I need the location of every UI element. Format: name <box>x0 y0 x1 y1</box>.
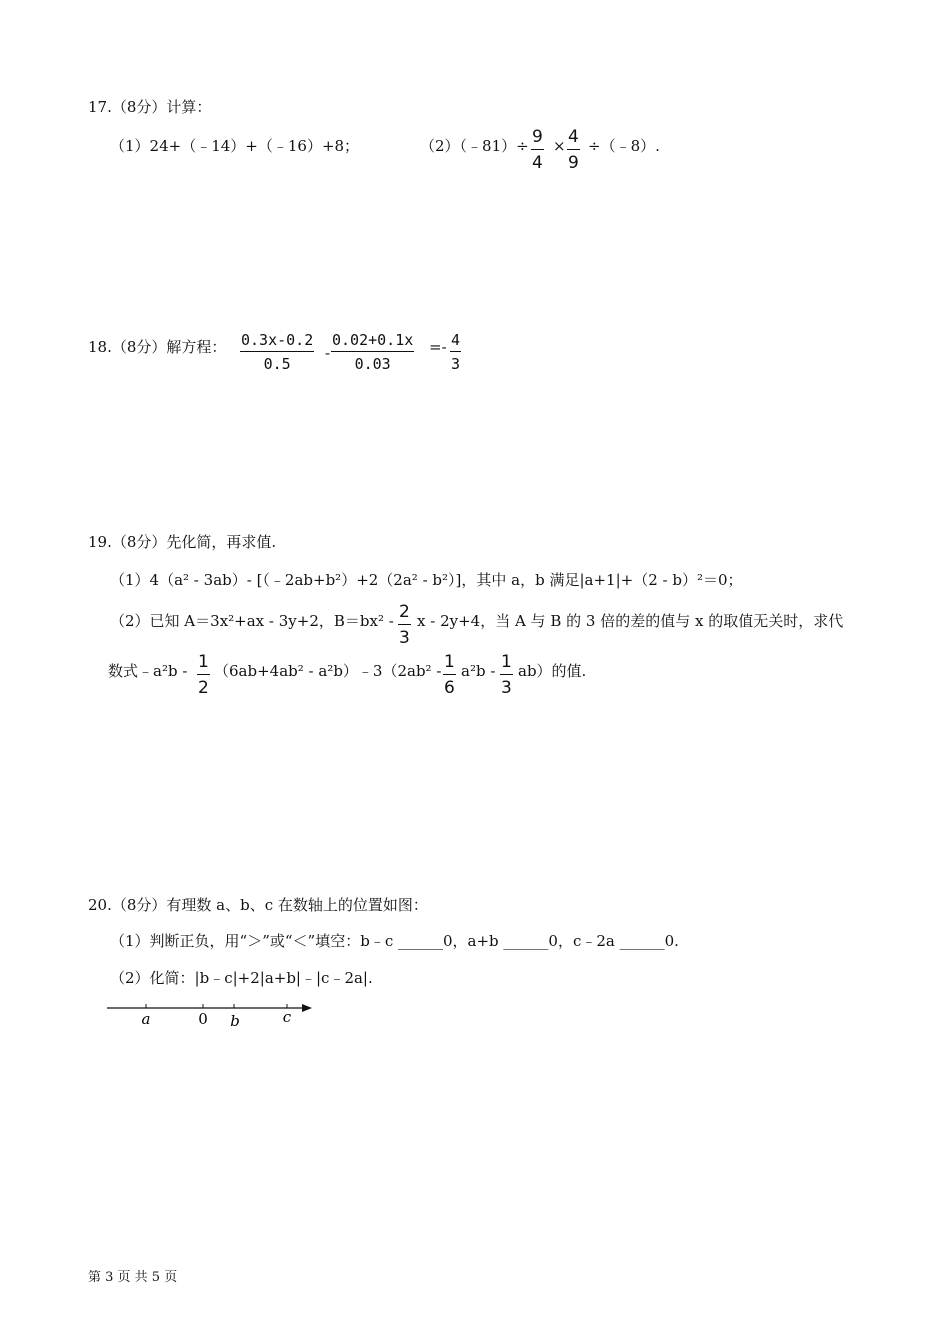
q18-fraction-3 <box>450 331 461 373</box>
q18-f1-numerator: 0.3x-0.2 <box>240 331 314 352</box>
q17-times-sign: × <box>553 137 566 155</box>
q18-f3-numerator: 4 <box>450 331 461 352</box>
page-footer: 第 3 页 共 5 页 <box>88 1270 178 1285</box>
q19-p3-fraction-3 <box>500 652 513 698</box>
q18-f2-numerator: 0.02+0.1x <box>331 331 414 352</box>
q20-heading: 20.（8分）有理数 a、b、c 在数轴上的位置如图： <box>88 896 428 914</box>
q19-p3-f3-numerator: 1 <box>500 652 513 675</box>
q19-part1: （1）4（a² - 3ab）- [（﹣2ab+b²）+2（2a² - b²）]，其中 a，b 满足|a+1|+（2 - b）²＝0； <box>110 571 743 589</box>
q19-p3-fraction-2 <box>443 652 456 698</box>
q19-part3-c: a²b - <box>461 662 496 680</box>
q20-part2: （2）化简：|b﹣c|+2|a+b|﹣|c﹣2a|. <box>110 969 373 987</box>
q18-fraction-2 <box>331 331 414 373</box>
label-a: a <box>141 1010 151 1028</box>
q17-part1: （1）24+（﹣14）+（﹣16）+8； <box>110 137 360 155</box>
q19-p2-fraction <box>398 602 411 648</box>
q17-part2-suffix: ÷（﹣8）. <box>588 137 660 155</box>
q17-f1-denominator: 4 <box>532 153 543 173</box>
q18-fraction-1 <box>240 331 314 373</box>
q17-f1-numerator: 9 <box>531 127 544 150</box>
q19-heading: 19.（8分）先化简，再求值. <box>88 533 277 551</box>
q18-heading: 18.（8分）解方程： <box>88 338 227 356</box>
q19-part3-a: 数式﹣a²b - <box>108 662 188 680</box>
number-line-arrow <box>302 1004 312 1012</box>
q20-part1: （1）判断正负，用“＞”或“＜”填空：b﹣c ______0，a+b ______0，c﹣2a ______0. <box>110 932 679 950</box>
label-b: b <box>230 1012 240 1030</box>
q19-p3-fraction-1 <box>197 652 210 698</box>
q18-minus: - <box>325 344 331 362</box>
q18-equals: =- <box>429 338 447 356</box>
q19-p3-f2-denominator: 6 <box>444 678 455 698</box>
label-zero: 0 <box>198 1010 208 1028</box>
q17-fraction-2 <box>567 127 580 173</box>
q19-part2-b: x - 2y+4，当 A 与 B 的 3 倍的差的值与 x 的取值无关时，求代 <box>417 612 844 630</box>
q18-f1-denominator: 0.5 <box>263 355 291 373</box>
q19-part3-d: ab）的值. <box>518 662 587 680</box>
q17-heading: 17.（8分）计算： <box>88 98 212 116</box>
number-line-diagram <box>100 996 320 1032</box>
q19-p2-denominator: 3 <box>399 628 410 648</box>
q17-part2-prefix: （2）（﹣81）÷ <box>420 137 529 155</box>
q18-f2-denominator: 0.03 <box>354 355 391 373</box>
q19-p3-f2-numerator: 1 <box>443 652 456 675</box>
q19-p3-f1-denominator: 2 <box>198 678 209 698</box>
q19-p2-numerator: 2 <box>398 602 411 625</box>
q19-p3-f3-denominator: 3 <box>501 678 512 698</box>
q19-part3-b: （6ab+4ab² - a²b）﹣3（2ab² - <box>214 662 442 680</box>
q17-f2-numerator: 4 <box>567 127 580 150</box>
label-c: c <box>282 1008 292 1026</box>
q18-f3-denominator: 3 <box>451 355 461 373</box>
q17-f2-denominator: 9 <box>568 153 579 173</box>
q17-fraction-1 <box>531 127 544 173</box>
q19-p3-f1-numerator: 1 <box>197 652 210 675</box>
q19-part2-a: （2）已知 A＝3x²+ax - 3y+2，B＝bx² - <box>110 612 394 630</box>
